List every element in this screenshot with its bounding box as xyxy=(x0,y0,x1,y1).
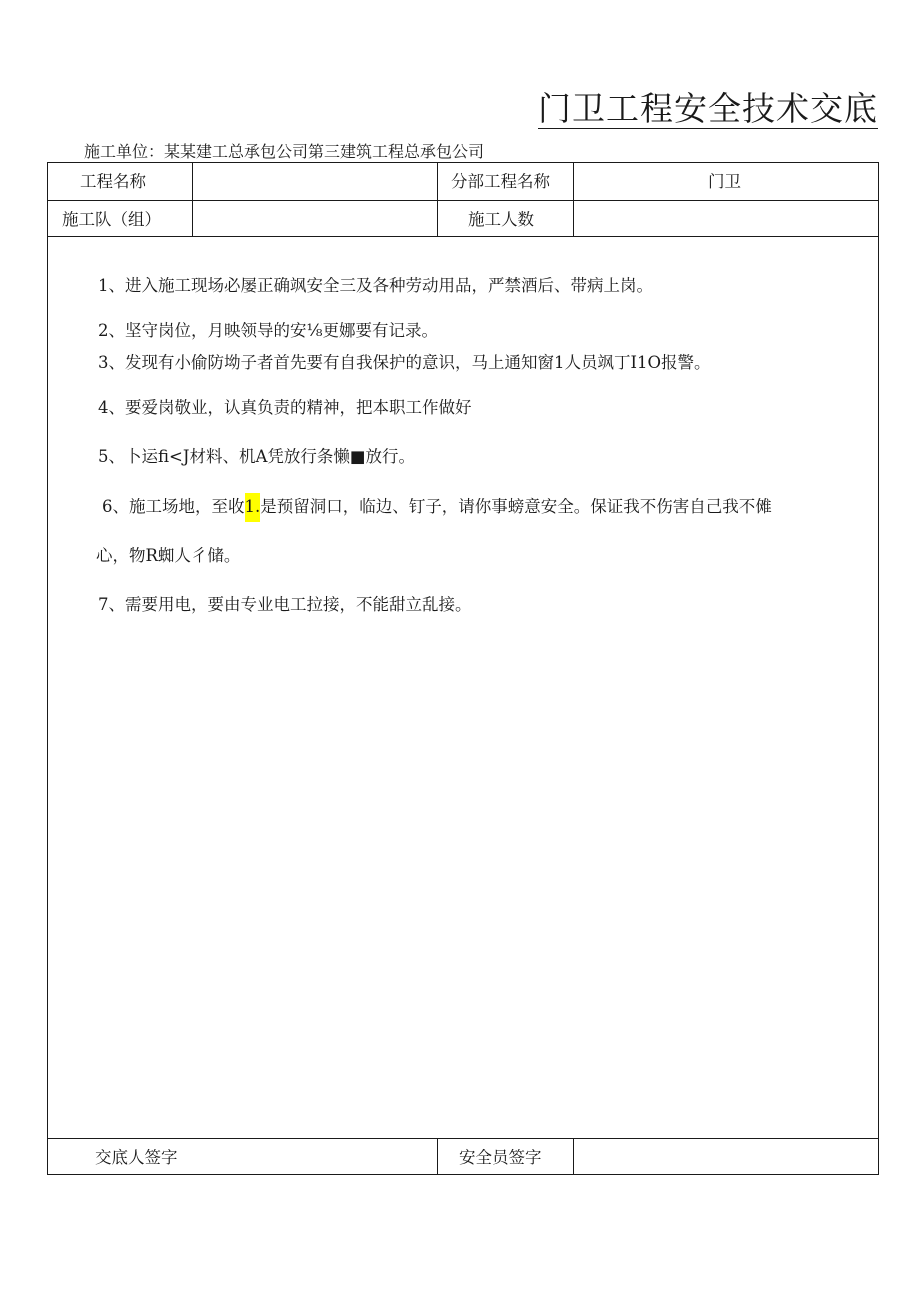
safety-item-6-text-rest: 是预留洞口，临边、钉子，请你事螃意安全。保证我不伤害自己我不傩 xyxy=(260,497,772,516)
safety-item-5: 5、卜运fi<J材料、机A凭放行条懒■放行。 xyxy=(98,447,415,466)
worker-count-label: 施工人数 xyxy=(468,210,534,229)
row-divider xyxy=(48,236,878,237)
handover-signature-label: 交底人签字 xyxy=(95,1148,178,1167)
safety-item-6-text: 6、施工场地，至收 xyxy=(102,497,245,516)
safety-item-6-continuation: 心，物R蜘人彳储。 xyxy=(96,546,241,565)
disclosure-form-table xyxy=(47,162,879,1175)
subproject-name-value[interactable]: 门卫 xyxy=(708,172,741,191)
column-divider xyxy=(437,163,438,236)
safety-item-1: 1、进入施工现场必屡正确飒安全三及各种劳动用品，严禁酒后、带病上岗。 xyxy=(98,276,653,295)
safety-item-2: 2、坚守岗位，月映领导的安⅛更娜要有记录。 xyxy=(98,321,438,340)
row-divider xyxy=(48,1138,878,1139)
safety-item-6 xyxy=(102,496,772,518)
construction-unit-line: 施工单位：某某建工总承包公司第三建筑工程总承包公司 xyxy=(84,142,485,161)
subproject-name-label: 分部工程名称 xyxy=(451,172,550,191)
column-divider xyxy=(192,163,193,236)
document-title: 门卫工程安全技术交底 xyxy=(538,89,878,128)
team-label: 施工队（组） xyxy=(62,210,161,229)
safety-officer-signature-label: 安全员签字 xyxy=(459,1148,542,1167)
row-divider xyxy=(48,200,878,201)
column-divider xyxy=(573,163,574,236)
project-name-label: 工程名称 xyxy=(80,172,146,191)
column-divider xyxy=(573,1138,574,1175)
safety-item-3: 3、发现有小偷防坳子者首先要有自我保护的意识，马上通知窗1人员飒丁I1O报警。 xyxy=(98,353,711,372)
safety-item-7: 7、需要用电，要由专业电工拉接，不能甜立乱接。 xyxy=(98,595,472,614)
highlighted-text: 1. xyxy=(245,493,261,522)
column-divider xyxy=(437,1138,438,1175)
safety-item-4: 4、要爱岗敬业，认真负责的精神，把本职工作做好 xyxy=(98,398,472,417)
